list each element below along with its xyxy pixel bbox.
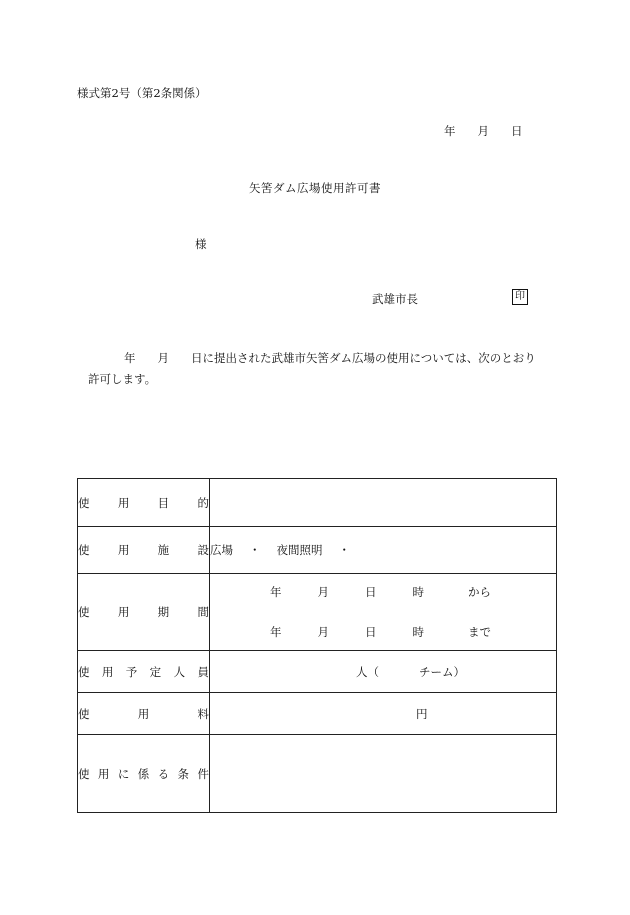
value-period[interactable]: [210, 574, 557, 651]
value-people[interactable]: [210, 651, 557, 693]
date-month: 月: [477, 124, 489, 138]
permission-statement: [88, 348, 558, 390]
row-people: [78, 651, 557, 693]
row-purpose: [78, 479, 557, 527]
row-facility: [78, 527, 557, 574]
label-purpose: 使 用 目 的: [78, 479, 210, 527]
row-conditions: [78, 735, 557, 813]
label-people: 使 用 予 定 人 員: [78, 651, 210, 693]
facility-night-lighting: 夜間照明: [276, 543, 323, 557]
row-fee: [78, 693, 557, 735]
seal-mark: 印: [512, 289, 528, 305]
value-purpose[interactable]: [210, 479, 557, 527]
label-facility: 使 用 施 設: [78, 527, 210, 574]
label-fee: 使 用 料: [78, 693, 210, 735]
value-facility[interactable]: 広場 ・ 夜間照明 ・: [210, 527, 557, 574]
body-month: 月: [157, 351, 169, 365]
body-year: 年: [124, 351, 136, 365]
value-fee[interactable]: [210, 693, 557, 735]
facility-plaza: 広場: [210, 543, 233, 557]
label-period: 使 用 期 間: [78, 574, 210, 651]
recipient-honorific: 様: [195, 237, 207, 251]
body-line1: 日に提出された武雄市矢筈ダム広場の使用については、次のとおり: [191, 351, 536, 365]
issuer-name: 武雄市長: [372, 292, 418, 306]
fee-unit: 円: [416, 706, 428, 721]
value-conditions[interactable]: [210, 735, 557, 813]
row-period: [78, 574, 557, 651]
date-day: 日: [511, 124, 523, 138]
body-line2: 許可します。: [88, 372, 157, 386]
document-title: 矢筈ダム広場使用許可書: [249, 181, 381, 195]
label-conditions: 使 用 に 係 る 条 件: [78, 735, 210, 813]
people-unit: 人（: [356, 664, 379, 679]
period-end: 年 月 日 時 まで: [270, 625, 491, 639]
team-unit: チーム）: [419, 664, 465, 679]
issue-date: [444, 123, 523, 139]
date-year: 年: [444, 124, 456, 138]
form-number: 様式第2号（第2条関係）: [77, 86, 207, 100]
permit-table: [77, 478, 557, 813]
period-start: 年 月 日 時 から: [270, 585, 491, 599]
